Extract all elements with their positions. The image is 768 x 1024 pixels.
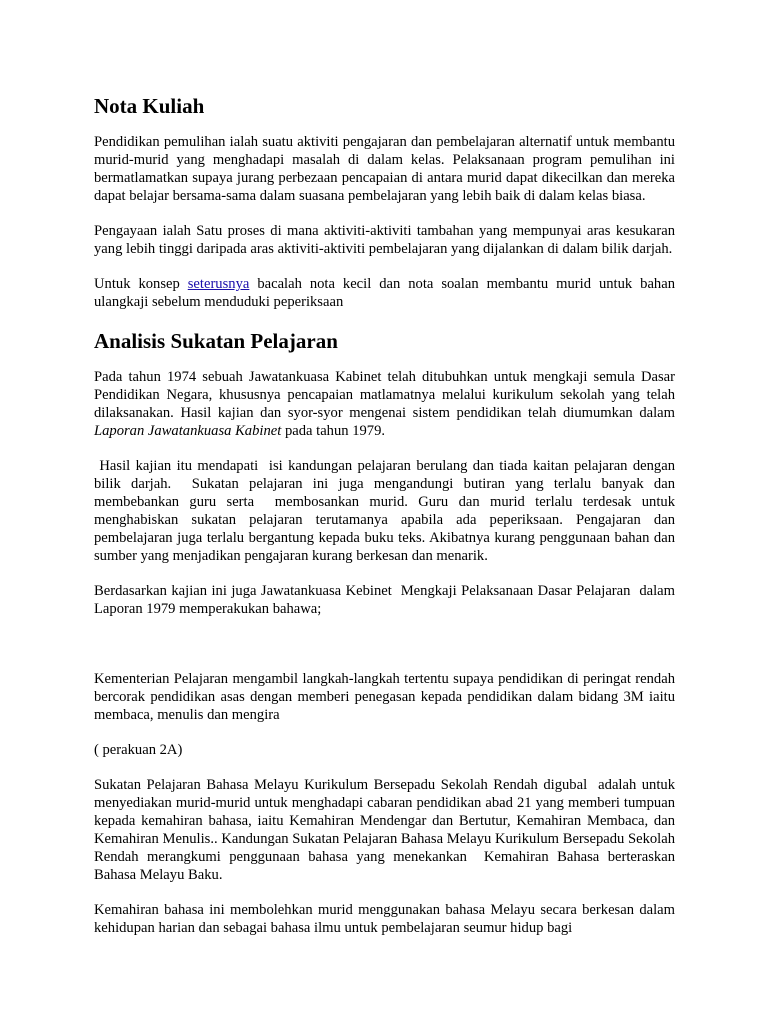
intro-paragraph-konsep <box>94 275 675 311</box>
intro-paragraph-pemulihan: Pendidikan pemulihan ialah suatu aktiviti pengajaran dan pembelajaran alternatif untuk membantu murid-murid yang menghadapi masalah di dalam kelas. Pelaksanaan program pemulihan ini bermatlamatkan supaya jurang perbezaan pencapaian di antara murid dapat dikecilkan dan mereka dapat belajar bersama-sama dalam suasana pembelajaran yang lebih baik di dalam kelas biasa. <box>94 134 675 204</box>
blank-gap <box>94 635 675 670</box>
section-paragraph-berdasarkan: Berdasarkan kajian ini juga Jawatankuasa Kebinet Mengkaji Pelaksanaan Dasar Pelajaran dalam Laporan 1979 memperakukan bahawa; <box>94 583 679 617</box>
page-title: Nota Kuliah <box>94 94 205 118</box>
section-paragraph-perakuan: ( perakuan 2A) <box>94 742 183 758</box>
konsep-text-before: Untuk konsep <box>94 276 188 292</box>
p1-text-after: pada tahun 1979. <box>281 423 386 439</box>
section-paragraph-kementerian: Kementerian Pelajaran mengambil langkah-langkah tertentu supaya pendidikan di peringat rendah bercorak pendidikan asas dengan memberi penegasan kepada pendidikan dalam bidang 3M iaitu membaca, menulis dan mengira <box>94 671 675 723</box>
section-paragraph-1974 <box>94 368 675 440</box>
section-paragraph-kemahiran: Kemahiran bahasa ini membolehkan murid menggunakan bahasa Melayu secara berkesan dalam kehidupan harian dan sebagai bahasa ilmu untuk pembelajaran seumur hidup bagi <box>94 902 675 936</box>
intro-paragraph-pengayaan: Pengayaan ialah Satu proses di mana aktiviti-aktiviti tambahan yang mempunyai aras kesukaran yang lebih tinggi daripada aras aktiviti-aktiviti pembelajaran yang dijalankan di dalam bilik darjah. <box>94 223 675 257</box>
section-paragraph-sukatan: Sukatan Pelajaran Bahasa Melayu Kurikulum Bersepadu Sekolah Rendah digubal adalah untuk menyediakan murid-murid untuk menghadapi cabaran pendidikan abad 21 yang memberi tumpuan kepada kemahiran bahasa, iaitu Kemahiran Mendengar dan Bertutur, Kemahiran Membaca, dan Kemahiran Menulis.. Kandungan Sukatan Pelajaran Bahasa Melayu Kurikulum Bersepadu Sekolah Rendah merangkumi penggunaan bahasa yang menekankan Kemahiran Bahasa berteraskan Bahasa Melayu Baku. <box>94 777 679 883</box>
p1-text-before: Pada tahun 1974 sebuah Jawatankuasa Kabinet telah ditubuhkan untuk mengkaji semula Dasar Pendidikan Negara, khususnya pencapaian matlamatnya melalui kurikulum sekolah yang telah dilaksanakan. Hasil kajian dan syor-syor mengenai sistem pendidikan telah diumumkan dalam <box>94 369 675 421</box>
document-page <box>94 90 679 937</box>
laporan-title: Laporan Jawatankuasa Kabinet <box>94 423 282 439</box>
section-heading: Analisis Sukatan Pelajaran <box>94 329 338 353</box>
konsep-text-after: bacalah nota kecil dan nota soalan membantu murid untuk bahan ulangkaji sebelum menduduki peperiksaan <box>94 276 675 310</box>
seterusnya-link[interactable]: seterusnya <box>187 276 250 292</box>
section-paragraph-hasil-kajian: Hasil kajian itu mendapati isi kandungan pelajaran berulang dan tiada kaitan pelajaran dengan bilik darjah. Sukatan pelajaran ini juga mengandungi butiran yang terlalu banyak dan membebankan guru serta membosankan murid. Guru dan murid terlalu terdesak untuk menghabiskan sukatan pelajaran terutamanya apabila ada peperiksaan. Pengajaran dan pembelajaran juga terlalu bergantung kepada buku teks. Akibatnya kurang penggunaan bahan dan sumber yang menjadikan pengajaran kurang berkesan dan menarik. <box>94 458 679 564</box>
